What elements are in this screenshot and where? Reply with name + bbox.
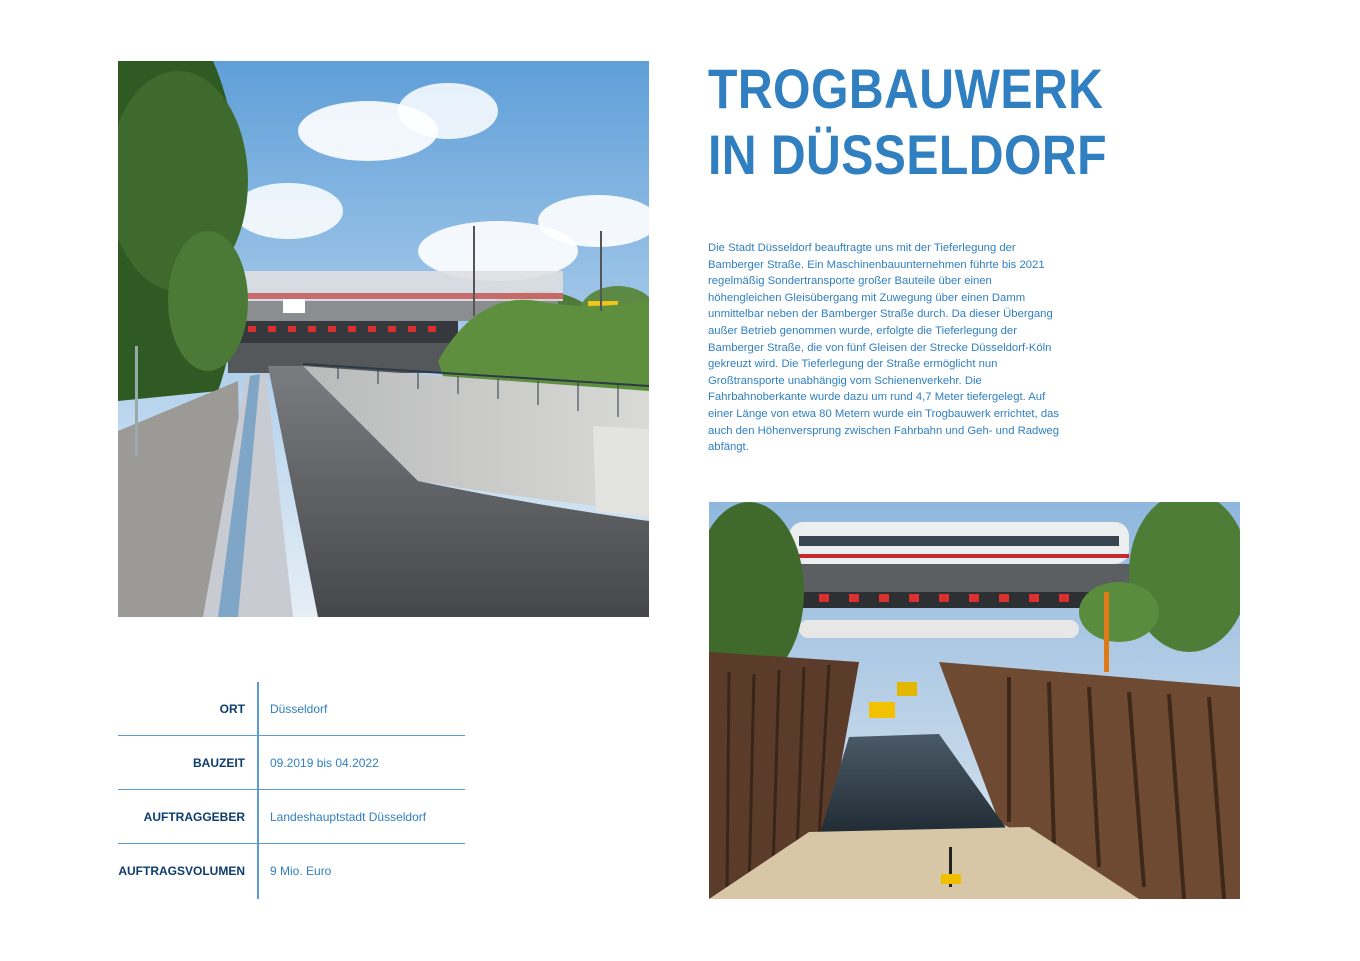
photo-construction-pit (709, 502, 1240, 899)
photo-finished-underpass (118, 61, 649, 617)
fact-label: AUFTRAGSVOLUMEN (118, 864, 245, 878)
fact-value: Landeshauptstadt Düsseldorf (270, 810, 427, 824)
fact-value: Düsseldorf (270, 702, 328, 716)
project-description: Die Stadt Düsseldorf beauftragte uns mit der Tieferlegung der Bamberger Straße. Ein Maschinenbauunternehmen führte bis 2021 regelmäßig Sondertransporte großer Bauteile über einen höhengleichen Gleisübergang mit Zuwegung über einen Damm unmittelbar neben der Bamberger Straße durch. Da dieser Übergang außer Betrieb genommen wurde, erfolgte die Tieferlegung der Bamberger Straße, die von fünf Gleisen der Strecke Düsseldorf-Köln gekreuzt wird. Die Tieferlegung der Straße ermöglicht nun Großtransporte unabhängig vom Schienenverkehr. Die Fahrbahnoberkante wurde dazu um rund 4,7 Meter tiefergelegt. Auf einer Länge von etwa 80 Metern wurde ein Trogbauwerk errichtet, das auch den Höhenversprung zwischen Fahrbahn und Geh- und Radweg abfängt. (708, 242, 1060, 454)
project-facts-table (118, 682, 465, 898)
fact-row-location (118, 682, 465, 736)
fact-label: AUFTRAGGEBER (143, 810, 245, 824)
fact-row-client (118, 790, 465, 844)
fact-row-duration (118, 736, 465, 790)
fact-label: BAUZEIT (193, 756, 245, 770)
fact-row-volume (118, 844, 465, 898)
page-title (708, 56, 1155, 188)
fact-value: 9 Mio. Euro (270, 864, 332, 878)
title-line-2: IN DÜSSELDORF (708, 123, 1107, 186)
fact-value: 09.2019 bis 04.2022 (270, 756, 379, 770)
fact-label: ORT (219, 702, 245, 716)
title-line-1: TROGBAUWERK (708, 57, 1104, 120)
